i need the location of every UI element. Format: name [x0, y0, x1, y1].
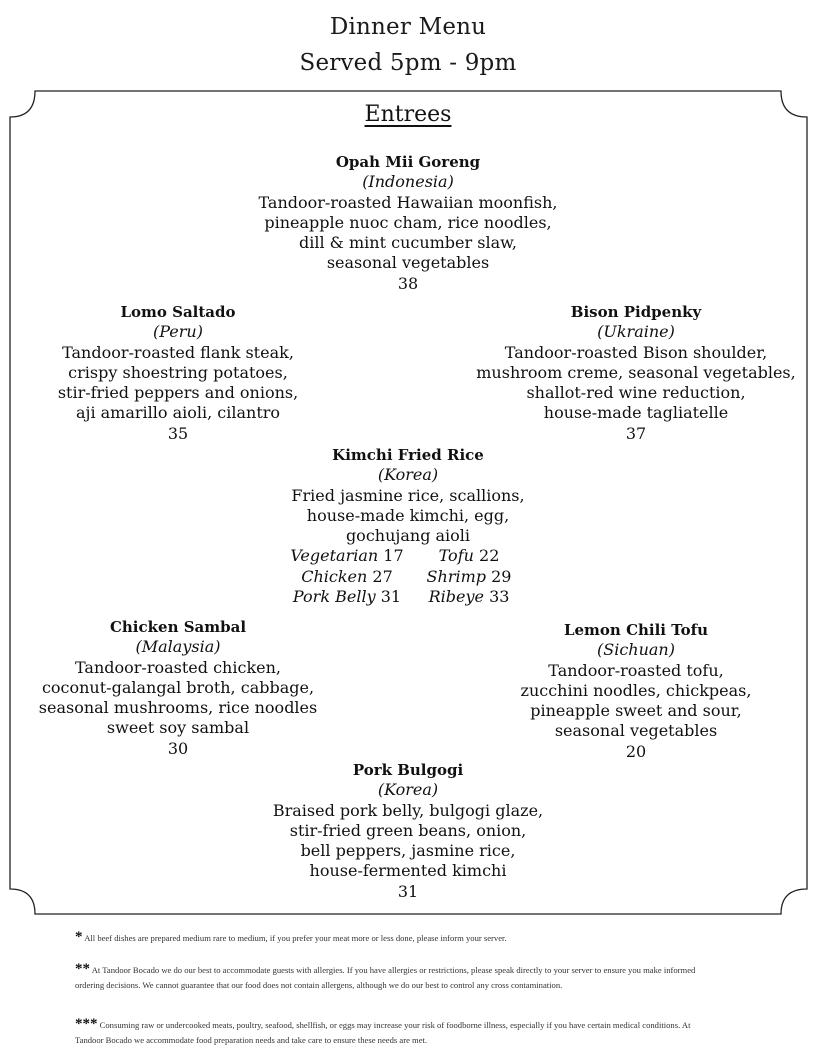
dish-name: Lomo Saltado — [120, 303, 236, 321]
option-label: Vegetarian — [290, 546, 379, 566]
dish-description-line: aji amarillo aioli, cilantro — [75, 403, 281, 423]
section-title-entrees: Entrees — [364, 102, 452, 127]
dish-description-line: Fried jasmine rice, scallions, — [291, 485, 525, 505]
dish-pork-bulgogi — [208, 760, 608, 902]
footnote-marker: ** — [75, 961, 90, 977]
dish-description-line: sweet soy sambal — [106, 718, 250, 738]
footnote-raw-food — [75, 1017, 715, 1047]
option-label: Shrimp — [426, 566, 486, 586]
dish-kimchi-fried-rice — [208, 445, 608, 607]
option-price: 33 — [489, 587, 510, 607]
dish-description-line: coconut-galangal broth, cabbage, — [41, 677, 315, 697]
protein-option — [408, 587, 530, 607]
dish-origin: (Ukraine) — [597, 322, 675, 342]
dish-description-line: crispy shoestring potatoes, — [68, 362, 288, 382]
dish-price: 20 — [625, 741, 647, 761]
dish-description-line: Tandoor-roasted Hawaiian moonfish, — [258, 192, 558, 212]
footnote-text: At Tandoor Bocado we do our best to accommodate guests with allergies. If you have allergies or restrictions, please speak directly to your server to ensure you make informed ordering decisions. We cannot guarantee that our food does not contain allergens, although we do our best to control any cross contamination. — [75, 965, 696, 990]
option-label: Tofu — [438, 546, 474, 566]
protein-option — [286, 546, 408, 566]
dish-description-line: Tandoor-roasted tofu, — [548, 660, 724, 680]
option-price: 29 — [491, 566, 512, 586]
dish-price: 31 — [397, 881, 419, 901]
dish-description-line: dill & mint cucumber slaw, — [298, 233, 517, 253]
option-price: 22 — [479, 546, 500, 566]
dish-origin: (Korea) — [377, 465, 439, 485]
dish-origin: (Sichuan) — [597, 640, 675, 660]
dish-name: Opah Mii Goreng — [335, 153, 481, 171]
dish-description-line: house-fermented kimchi — [309, 861, 507, 881]
dish-description-line: seasonal vegetables — [326, 253, 490, 273]
footnote-allergies — [75, 962, 715, 992]
option-label: Pork Belly — [292, 587, 376, 607]
dish-description-line: Tandoor-roasted flank steak, — [62, 342, 294, 362]
dish-name: Kimchi Fried Rice — [332, 446, 484, 464]
footnote-marker: * — [75, 929, 83, 945]
menu-title: Dinner Menu — [329, 14, 487, 40]
dish-origin: (Malaysia) — [135, 637, 221, 657]
dish-description-line: bell peppers, jasmine rice, — [300, 841, 516, 861]
dish-description-line: stir-fried green beans, onion, — [289, 820, 527, 840]
option-price: 27 — [372, 566, 393, 586]
dish-price: 38 — [397, 273, 419, 293]
dish-description-line: Tandoor-roasted chicken, — [75, 657, 281, 677]
dish-description-line: zucchini noodles, chickpeas, — [520, 680, 752, 700]
dish-name: Pork Bulgogi — [352, 761, 464, 779]
option-label: Chicken — [301, 566, 368, 586]
protein-option — [286, 587, 408, 607]
dish-opah-mii-goreng — [208, 152, 608, 294]
dish-name: Lemon Chili Tofu — [563, 621, 709, 639]
dish-description-line: seasonal mushrooms, rice noodles — [38, 698, 318, 718]
dish-name: Chicken Sambal — [109, 618, 247, 636]
protein-option — [286, 567, 408, 587]
dish-description-line: seasonal vegetables — [554, 721, 718, 741]
dish-description-line: Braised pork belly, bulgogi glaze, — [272, 800, 544, 820]
dish-chicken-sambal — [18, 617, 338, 759]
dish-origin: (Korea) — [377, 780, 439, 800]
dish-lomo-saltado — [18, 302, 338, 444]
dish-lemon-chili-tofu — [476, 620, 796, 762]
menu-hours: Served 5pm - 9pm — [299, 50, 517, 76]
dish-price: 37 — [625, 423, 647, 443]
option-price: 17 — [383, 546, 404, 566]
dish-price: 35 — [167, 423, 189, 443]
protein-options — [208, 546, 608, 607]
protein-option — [408, 567, 530, 587]
dish-description-line: pineapple sweet and sour, — [530, 701, 742, 721]
footnote-marker: *** — [75, 1016, 98, 1032]
footnote-beef — [75, 930, 715, 946]
dish-description-line: Tandoor-roasted Bison shoulder, — [504, 342, 768, 362]
dish-description-line: shallot-red wine reduction, — [526, 383, 746, 403]
dish-bison-pidpenky — [456, 302, 816, 444]
dish-name: Bison Pidpenky — [570, 303, 702, 321]
dish-description-line: pineapple nuoc cham, rice noodles, — [264, 212, 552, 232]
option-label: Ribeye — [428, 587, 484, 607]
dish-description-line: stir-fried peppers and onions, — [57, 383, 299, 403]
dish-origin: (Indonesia) — [362, 172, 454, 192]
dish-price: 30 — [167, 738, 189, 758]
dish-origin: (Peru) — [153, 322, 203, 342]
dish-description-line: house-made tagliatelle — [543, 403, 729, 423]
dish-description-line: house-made kimchi, egg, — [306, 505, 510, 525]
footnote-text: All beef dishes are prepared medium rare to medium, if you prefer your meat more or less done, please inform your server. — [84, 933, 507, 943]
dish-description-line: gochujang aioli — [345, 526, 471, 546]
protein-option — [408, 546, 530, 566]
option-price: 31 — [380, 587, 402, 607]
dish-description-line: mushroom creme, seasonal vegetables, — [476, 362, 796, 382]
footnote-text: Consuming raw or undercooked meats, poultry, seafood, shellfish, or eggs may increase your risk of foodborne illness, especially if you have certain medical conditions. At Tandoor Bocado we accommodate food preparation needs and take care to ensure these needs are met. — [75, 1020, 691, 1045]
